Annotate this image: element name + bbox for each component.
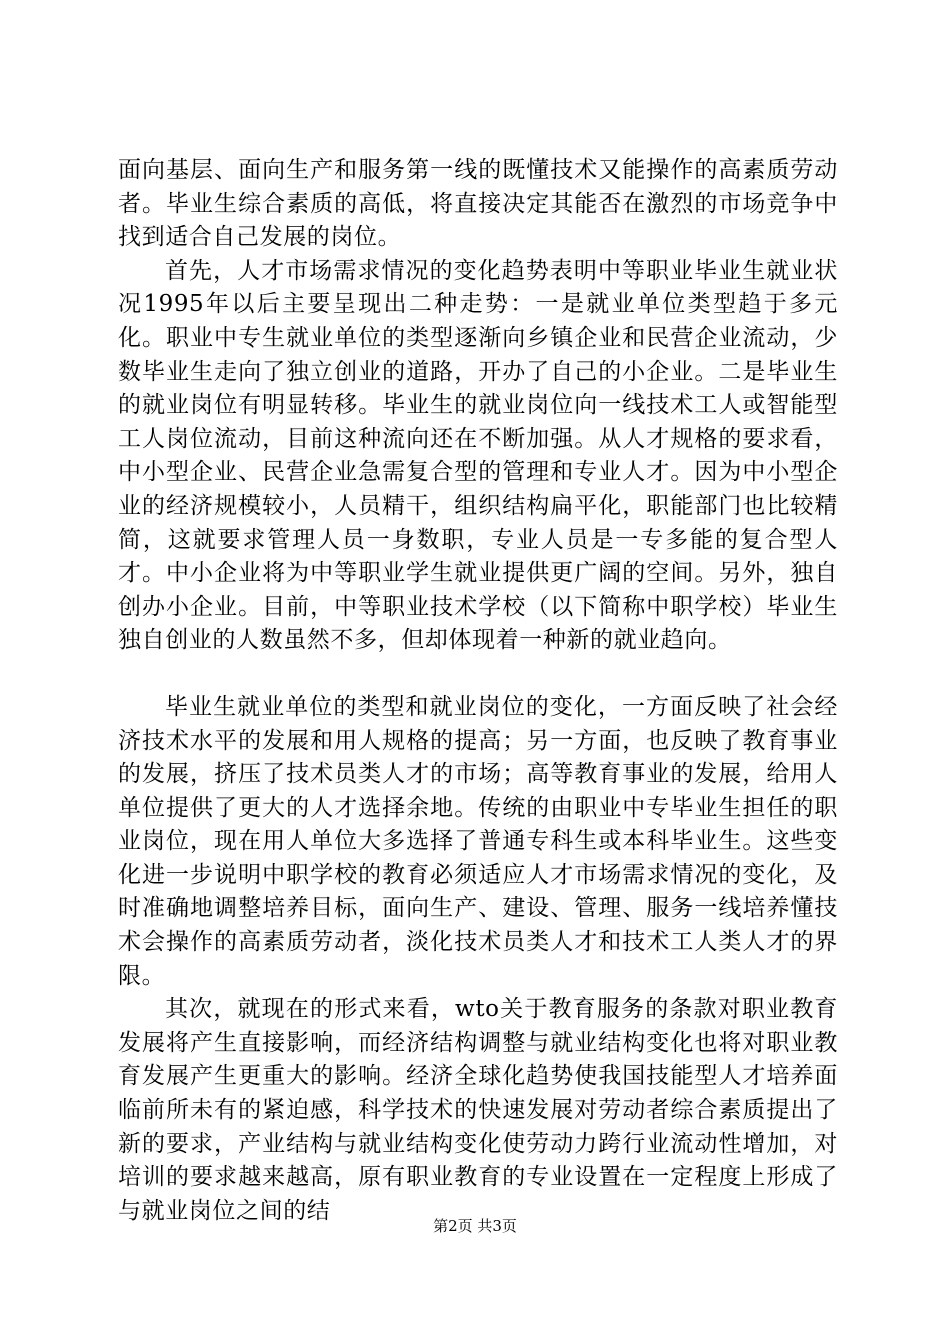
paragraph-employment-trends: 首先，人才市场需求情况的变化趋势表明中等职业毕业生就业状况1995年以后主要呈现出二种走势：一是就业单位类型趋于多元化。职业中专生就业单位的类型逐渐向乡镇企业和民营企业流动，少数毕业生走向了独立创业的道路，开办了自己的小企业。二是毕业生的就业岗位有明显转移。毕业生的就业岗位向一线技术工人或智能型工人岗位流动，目前这种流向还在不断加强。从人才规格的要求看，中小型企业、民营企业急需复合型的管理和专业人才。因为中小型企业的经济规模较小，人员精干，组织结构扁平化，职能部门也比较精简，这就要求管理人员一身数职，专业人员是一专多能的复合型人才。中小企业将为中等职业学生就业提供更广阔的空间。另外，独自创办小企业。目前，中等职业技术学校（以下简称中职学校）毕业生独自创业的人数虽然不多，但却体现着一种新的就业趋向。	[118, 257, 838, 654]
page-number-footer: 第2页 共3页	[433, 1217, 517, 1235]
paragraph-employment-changes: 毕业生就业单位的类型和就业岗位的变化，一方面反映了社会经济技术水平的发展和用人规格的提高；另一方面，也反映了教育事业的发展，挤压了技术员类人才的市场；高等教育事业的发展，给用人单位提供了更大的人才选择余地。传统的由职业中专毕业生担任的职业岗位，现在用人单位大多选择了普通专科生或本科毕业生。这些变化进一步说明中职学校的教育必须适应人才市场需求情况的变化，及时准确地调整培养目标，面向生产、建设、管理、服务一线培养懂技术会操作的高素质劳动者，淡化技术员类人才和技术工人类人才的界限。	[118, 693, 838, 989]
paragraph-wto-impact: 其次，就现在的形式来看，wto关于教育服务的条款对职业教育发展将产生直接影响，而经济结构调整与就业结构变化也将对职业教育发展产生更重大的影响。经济全球化趋势使我国技能型人才培养面临前所未有的紧迫感，科学技术的快速发展对劳动者综合素质提出了新的要求，产业结构与就业结构变化使劳动力跨行业流动性增加，对培训的要求越来越高，原有职业教育的专业设置在一定程度上形成了与就业岗位之间的结	[118, 996, 838, 1224]
paragraph-continuation: 面向基层、面向生产和服务第一线的既懂技术又能操作的高素质劳动者。毕业生综合素质的高低，将直接决定其能否在激烈的市场竞争中找到适合自己发展的岗位。	[118, 157, 838, 251]
document-body	[118, 154, 838, 1228]
